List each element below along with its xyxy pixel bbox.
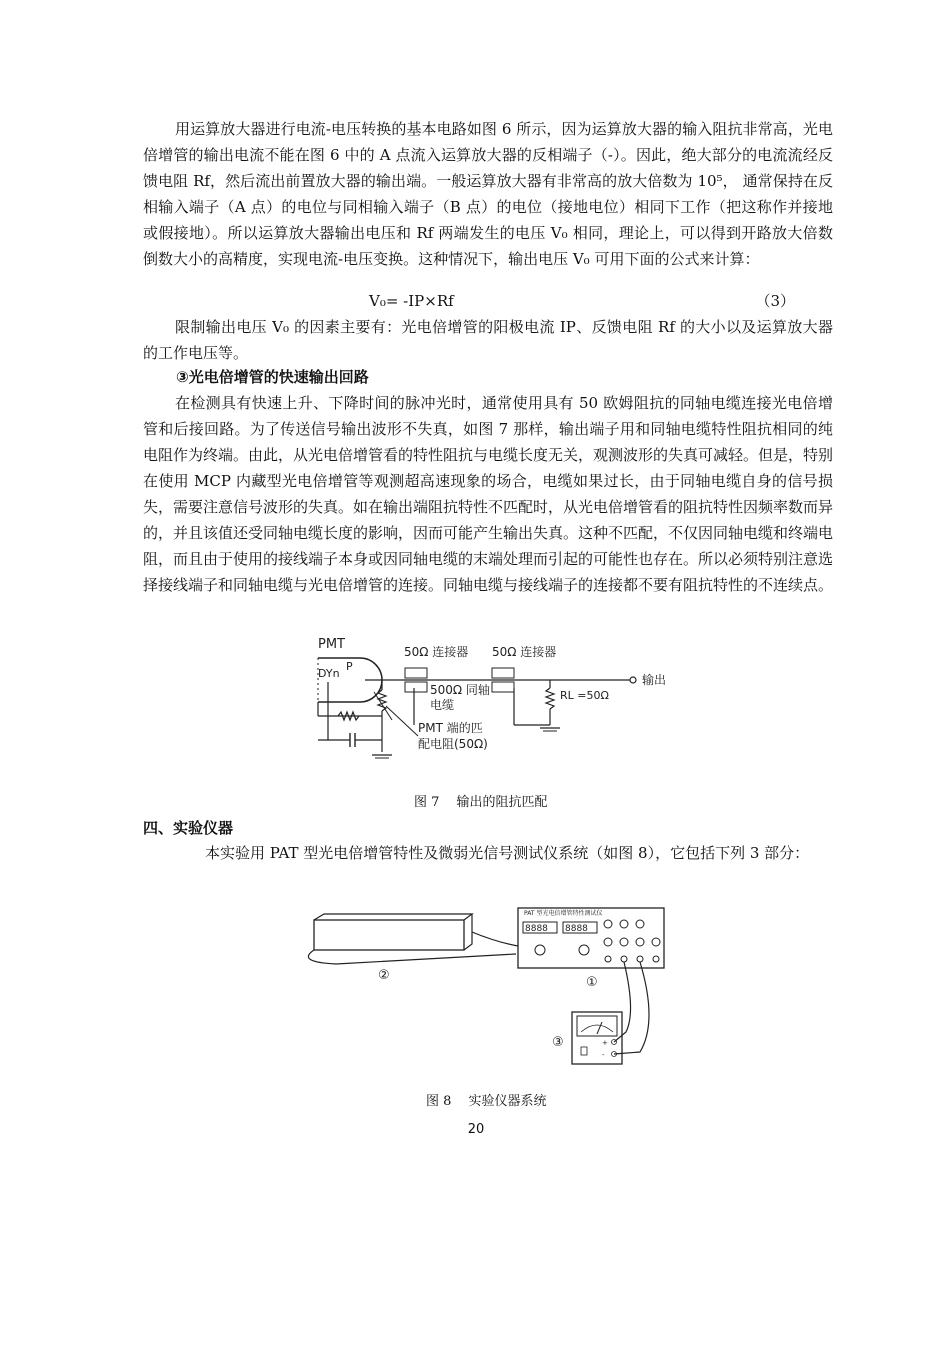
figure-7-circuit-diagram bbox=[300, 630, 678, 780]
paragraph-fast-output: 在检测具有快速上升、下降时间的脉冲光时，通常使用具有 50 欧姆阻抗的同轴电缆连接光电倍增管和后接回路。为了传送信号输出波形不失真，如图 7 那样，输出端子用和同轴电缆特性阻抗相同的纯电阻作为终端。由此，从光电倍增管看的特性阻抗与电缆长度无关，观测波形的失真可减轻。但是，特别在使用 MCP 内藏型光电倍增管等观测超高速现象的场合，电缆如果过长，由于同轴电缆自身的信号损失，需要注意信号波形的失真。如在输出端阻抗特性不匹配时，从光电倍增管看的阻抗特性因频率数而异的，并且该值还受同轴电缆长度的影响，因而可能产生输出失真。这种不匹配，不仅因同轴电缆和终端电阻，而且由于使用的接线端子本身或因同轴电缆的末端处理而引起的可能性也存在。所以必须特别注意选择接线端子和同轴电缆与光电倍增管的连接。同轴电缆与接线端子的连接都不要有阻抗特性的不连续点。 bbox=[143, 394, 834, 594]
label-connector-1: 50Ω 连接器 bbox=[404, 645, 469, 659]
section-heading-instruments: 四、实验仪器 bbox=[143, 819, 234, 837]
subheading-fast-output: ③光电倍增管的快速输出回路 bbox=[176, 368, 369, 386]
figure-7-caption: 图 7 输出的阻抗匹配 bbox=[414, 795, 548, 810]
page-number: 20 bbox=[467, 1122, 485, 1137]
label-cable-1: 500Ω 同轴 bbox=[430, 683, 490, 697]
label-pmt: PMT bbox=[318, 637, 345, 652]
label-cable-2: 电缆 bbox=[430, 698, 455, 712]
label-connector-2: 50Ω 连接器 bbox=[492, 645, 557, 659]
label-plus: + bbox=[602, 1039, 608, 1047]
figure-8-caption: 图 8 实验仪器系统 bbox=[426, 1094, 547, 1109]
formula-3 bbox=[143, 288, 833, 314]
label-minus: - bbox=[602, 1051, 605, 1059]
display-2: 8888 bbox=[565, 924, 588, 934]
label-output: 输出 bbox=[642, 673, 667, 687]
label-rl: RL =50Ω bbox=[560, 689, 609, 702]
formula-number: （3） bbox=[755, 292, 795, 310]
paragraph-limits: 限制输出电压 V₀ 的因素主要有：光电倍增管的阳极电流 IP、反馈电阻 Rf 的大小以及运算放大器的工作电压等。 bbox=[143, 318, 833, 362]
label-match-2: 配电阻(50Ω) bbox=[418, 737, 488, 751]
formula-expression: V₀= -IP×Rf bbox=[369, 292, 454, 310]
paragraph-instruments: 本实验用 PAT 型光电倍增管特性及微弱光信号测试仪系统（如图 8），它包括下列 3 部分： bbox=[205, 844, 810, 862]
label-num-1: ① bbox=[586, 975, 598, 990]
paragraph-opamp-conversion: 用运算放大器进行电流-电压转换的基本电路如图 6 所示，因为运算放大器的输入阻抗非常高，光电倍增管的输出电流不能在图 6 中的 A 点流入运算放大器的反相端子（-）。因此，绝大部分的电流流经反馈电阻 Rf，然后流出前置放大器的输出端。一般运算放大器有非常高的放大倍数为 10⁵， 通常保持在反相输入端子（A 点）的电位与同相输入端子（B 点）的电位（接地电位）相同下工作（把这称作并接地或假接地）。所以运算放大器输出电压和 Rf 两端发生的电压 V₀ 相同，理论上，可以得到开路放大倍数倒数大小的高精度，实现电流-电压变换。这种情况下，输出电压 V₀ 可用下面的公式来计算： bbox=[143, 120, 833, 268]
display-1: 8888 bbox=[525, 924, 548, 934]
label-dyn: DYn bbox=[318, 667, 340, 680]
label-p: P bbox=[346, 660, 353, 673]
output-terminal bbox=[630, 677, 636, 683]
label-num-3: ③ bbox=[552, 1035, 564, 1050]
figure-8-instrument-system bbox=[296, 902, 676, 1072]
label-match-1: PMT 端的匹 bbox=[418, 721, 483, 735]
label-num-2: ② bbox=[378, 968, 390, 983]
label-panel-title: PAT 型光电倍增管特性测试仪 bbox=[524, 910, 603, 917]
